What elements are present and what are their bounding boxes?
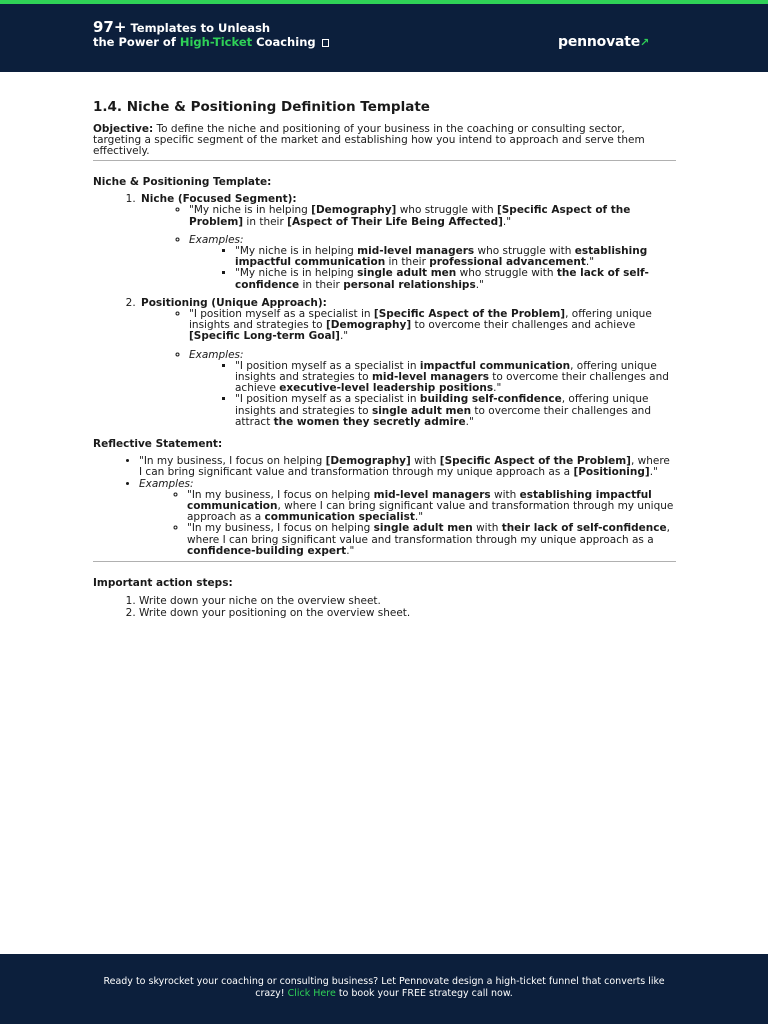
- reflective-example: [187, 523, 676, 557]
- text-run: in their: [385, 256, 430, 269]
- text-run: , where I can bring significant value and transformation through my unique approach as a: [187, 500, 674, 524]
- bold-run: building self-confidence: [419, 393, 562, 406]
- bold-run: executive-level leadership positions: [279, 382, 494, 395]
- text-run: who struggle with: [396, 204, 497, 217]
- text-run: .": [346, 544, 355, 557]
- bold-run: establishing impactful communication: [235, 245, 648, 269]
- text-run: "I position myself as a specialist in: [189, 308, 374, 321]
- header-bar: [0, 0, 768, 72]
- positioning-examples: [189, 350, 676, 428]
- text-run: to overcome their challenges and achieve: [411, 319, 636, 332]
- document-body: [93, 100, 676, 619]
- reflective-example: [187, 490, 676, 524]
- text-run: .": [493, 382, 502, 395]
- section-heading-template: Niche & Positioning Template:: [93, 176, 272, 188]
- examples-label: Examples:: [189, 348, 244, 361]
- list-item-niche: [139, 194, 676, 291]
- bold-run: mid-level managers: [371, 371, 489, 384]
- title-line1: Templates to Unleash: [126, 21, 271, 35]
- bold-run: single adult men: [371, 404, 472, 417]
- bold-run: mid-level managers: [373, 488, 491, 501]
- positioning-example: [235, 394, 676, 428]
- bold-run: their lack of self-confidence: [501, 522, 667, 535]
- text-run: who struggle with: [474, 245, 575, 258]
- niche-heading: Niche (Focused Segment):: [141, 193, 297, 206]
- reflective-list: [93, 456, 676, 557]
- footer-bar: [0, 954, 768, 1024]
- text-run: who struggle with: [456, 267, 557, 280]
- text-run: .": [465, 415, 474, 428]
- placeholder-problem: [Specific Aspect of the Problem]: [439, 455, 631, 468]
- niche-examples-list: [189, 246, 676, 291]
- action-steps-list: [93, 596, 676, 618]
- bold-run: communication specialist: [264, 511, 415, 524]
- niche-sublist: [141, 205, 676, 290]
- text-run: "In my business, I focus on helping: [139, 455, 326, 468]
- bold-run: impactful communication: [419, 359, 571, 372]
- text-run: .": [339, 330, 349, 343]
- title-line2-post: Coaching: [252, 35, 316, 49]
- footer-cta: [90, 976, 678, 999]
- title-highlight: High-Ticket: [179, 35, 253, 49]
- bold-run: single adult men: [373, 522, 473, 535]
- text-run: "I position myself as a specialist in: [235, 393, 420, 406]
- placeholder-demography: [Demography]: [311, 204, 397, 217]
- text-run: to overcome their challenges and attract: [235, 404, 651, 428]
- text-run: "My niche is in helping: [235, 267, 358, 280]
- action-step: 2. Write down your positioning on the overview sheet.: [139, 608, 676, 619]
- bold-run: professional advancement: [429, 256, 586, 269]
- positioning-template: [189, 309, 676, 343]
- niche-example: [235, 246, 676, 268]
- reflective-examples: [139, 479, 676, 557]
- bold-run: personal relationships: [343, 278, 476, 291]
- text-run: .": [414, 511, 424, 524]
- placeholder-life-aspect: [Aspect of Their Life Being Affected]: [287, 215, 503, 228]
- text-run: , offering unique insights and strategies to: [235, 393, 649, 417]
- title-prefix: 97+: [93, 18, 127, 36]
- text-run: , where I can bring significant value and transformation through my unique approach as a: [187, 522, 670, 546]
- text-run: in their: [299, 278, 344, 291]
- text-run: with: [472, 522, 502, 535]
- text-run: to overcome their challenges and achieve: [235, 371, 669, 395]
- placeholder-problem: [Specific Aspect of the Problem]: [189, 204, 631, 228]
- niche-example: [235, 268, 676, 290]
- bold-run: the lack of self-confidence: [235, 267, 649, 291]
- text-run: , offering unique insights and strategies to: [235, 359, 657, 384]
- text-run: , where I can bring significant value and transformation through my unique approach as a: [139, 455, 670, 479]
- placeholder-positioning: [Positioning]: [573, 466, 650, 479]
- placeholder-demography: [Demography]: [325, 319, 412, 332]
- page-title: 1.4. Niche & Positioning Definition Template: [93, 99, 430, 115]
- text-run: with: [490, 488, 520, 501]
- objective-text: To define the niche and positioning of your business in the coaching or consulting sector, targeting a specific segment of the market and establishing how you intend to approach and serve them effectively.: [93, 123, 645, 158]
- bold-run: confidence-building expert: [187, 544, 347, 557]
- text-run: .": [475, 278, 484, 291]
- text-run: .": [585, 256, 595, 269]
- placeholder-problem: [Specific Aspect of the Problem]: [373, 308, 566, 321]
- bold-run: establishing impactful communication: [187, 488, 652, 513]
- text-run: "My niche is in helping: [189, 204, 312, 217]
- niche-examples: [189, 235, 676, 291]
- document-series-title: [93, 20, 329, 49]
- bold-run: the women they secretly admire: [273, 415, 466, 428]
- text-run: in their: [243, 215, 288, 228]
- text-run: with: [410, 455, 440, 468]
- bold-run: mid-level managers: [357, 245, 475, 258]
- text-run: .": [502, 215, 512, 228]
- template-list: [93, 194, 676, 428]
- footer-text-pre: Ready to skyrocket your coaching or consulting business? Let Pennovate design a high-ticket funnel that converts like crazy!: [103, 976, 665, 999]
- positioning-heading: Positioning (Unique Approach):: [141, 296, 327, 309]
- examples-label: Examples:: [139, 477, 194, 490]
- placeholder-goal: [Specific Long-term Goal]: [189, 330, 340, 343]
- action-step: 1. Write down your niche on the overview sheet.: [139, 596, 676, 607]
- logo-text: pennovate: [558, 34, 641, 50]
- section-heading-reflective: Reflective Statement:: [93, 438, 223, 451]
- text-run: .": [649, 466, 658, 479]
- positioning-example: [235, 361, 676, 395]
- text-run: "In my business, I focus on helping: [187, 488, 374, 501]
- objective-paragraph: [93, 124, 676, 160]
- niche-template: [189, 205, 676, 227]
- examples-label: Examples:: [189, 233, 244, 246]
- click-here-link[interactable]: Click Here: [287, 987, 336, 999]
- positioning-sublist: [141, 309, 676, 428]
- text-run: "I position myself as a specialist in: [235, 359, 420, 372]
- reflective-template: [139, 456, 676, 478]
- placeholder-demography: [Demography]: [325, 455, 411, 468]
- section-heading-actions: Important action steps:: [93, 577, 233, 590]
- positioning-examples-list: [189, 361, 676, 428]
- objective-label: Objective:: [93, 123, 154, 135]
- title-line2-pre: the Power of: [93, 35, 180, 49]
- book-icon: [322, 39, 329, 47]
- bold-run: single adult men: [357, 267, 457, 280]
- footer-text-post: to book your FREE strategy call now.: [335, 987, 513, 999]
- pennovate-logo[interactable]: [558, 34, 649, 50]
- reflective-examples-list: [139, 490, 676, 557]
- text-run: "In my business, I focus on helping: [187, 522, 374, 535]
- text-run: "My niche is in helping: [235, 245, 358, 258]
- arrow-up-right-icon: ↗: [640, 36, 650, 49]
- text-run: , offering unique insights and strategies to: [189, 308, 652, 332]
- list-item-positioning: [139, 298, 676, 428]
